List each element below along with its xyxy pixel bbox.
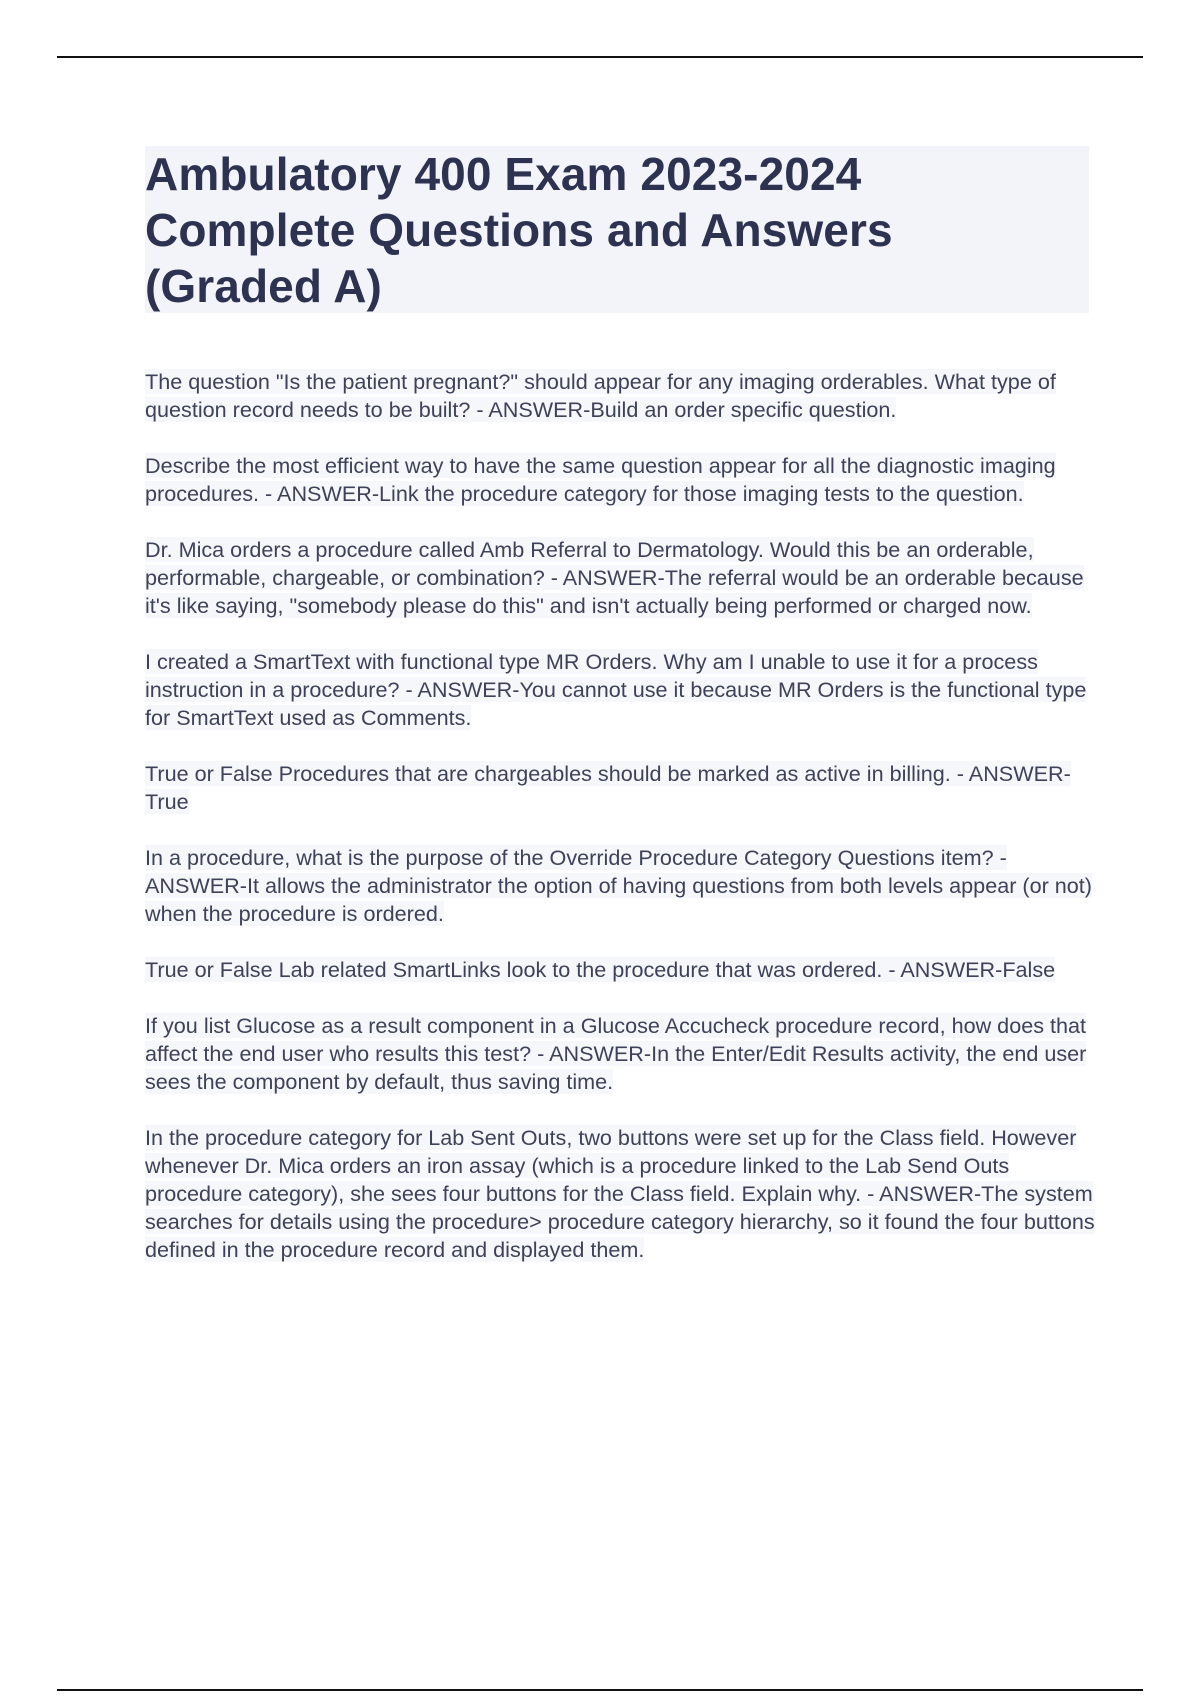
qa-item: [145, 648, 1095, 732]
qa-item: [145, 760, 1095, 816]
answer-separator: - ANSWER-: [950, 761, 1071, 786]
answer-separator: - ANSWER-: [259, 481, 380, 506]
question-text: True or False Procedures that are chargeables should be marked as active in billing.: [145, 761, 951, 786]
question-text: In a procedure, what is the purpose of the Override Procedure Category Questions item?: [145, 845, 994, 870]
qa-item: [145, 1012, 1095, 1096]
answer-separator: - ANSWER-: [145, 845, 1007, 898]
question-text: In the procedure category for Lab Sent Outs, two buttons were set up for the Class field. However whenever Dr. Mica orders an iron assay (which is a procedure linked to the Lab Send Outs procedure category), she sees four buttons for the Class field. Explain why.: [145, 1125, 1077, 1206]
qa-item: [145, 844, 1095, 928]
answer-separator: - ANSWER-: [544, 565, 665, 590]
qa-item: [145, 536, 1095, 620]
title-block: [145, 146, 1089, 313]
top-rule: [57, 56, 1143, 58]
answer-separator: - ANSWER-: [470, 397, 591, 422]
question-text: If you list Glucose as a result component in a Glucose Accucheck procedure record, how does that affect the end user who results this test?: [145, 1013, 1087, 1066]
document-title: Ambulatory 400 Exam 2023-2024 Complete Questions and Answers (Graded A): [145, 148, 893, 312]
bottom-rule: [57, 1689, 1143, 1691]
answer-separator: - ANSWER-: [399, 677, 520, 702]
question-text: Describe the most efficient way to have the same question appear for all the diagnostic imaging procedures.: [145, 453, 1056, 506]
answer-text: Build an order specific question.: [590, 397, 897, 422]
answer-text: True: [145, 789, 189, 814]
question-text: True or False Lab related SmartLinks look to the procedure that was ordered.: [145, 957, 883, 982]
qa-list: [145, 368, 1095, 1292]
answer-text: The referral would be an orderable because it's like saying, "somebody please do this" and isn't actually being performed or charged now.: [145, 565, 1084, 618]
answer-separator: - ANSWER-: [882, 957, 1003, 982]
answer-text: It allows the administrator the option of having questions from both levels appear (or not) when the procedure is ordered.: [145, 873, 1092, 926]
answer-text: Link the procedure category for those imaging tests to the question.: [379, 481, 1024, 506]
question-text: I created a SmartText with functional type MR Orders. Why am I unable to use it for a process instruction in a procedure?: [145, 649, 1038, 702]
answer-text: In the Enter/Edit Results activity, the end user sees the component by default, thus saving time.: [145, 1041, 1087, 1094]
answer-text: The system searches for details using the procedure> procedure category hierarchy, so it found the four buttons defined in the procedure record and displayed them.: [145, 1181, 1095, 1262]
answer-separator: - ANSWER-: [861, 1181, 982, 1206]
qa-item: [145, 956, 1095, 984]
answer-separator: - ANSWER-: [531, 1041, 652, 1066]
question-text: Dr. Mica orders a procedure called Amb Referral to Dermatology. Would this be an orderable, performable, chargeable, or combination?: [145, 537, 1034, 590]
qa-item: [145, 452, 1095, 508]
qa-item: [145, 1124, 1095, 1264]
question-text: The question "Is the patient pregnant?" should appear for any imaging orderables. What type of question record needs to be built?: [145, 369, 1056, 422]
answer-text: False: [1002, 957, 1056, 982]
qa-item: [145, 368, 1095, 424]
answer-text: You cannot use it because MR Orders is the functional type for SmartText used as Comments.: [145, 677, 1087, 730]
